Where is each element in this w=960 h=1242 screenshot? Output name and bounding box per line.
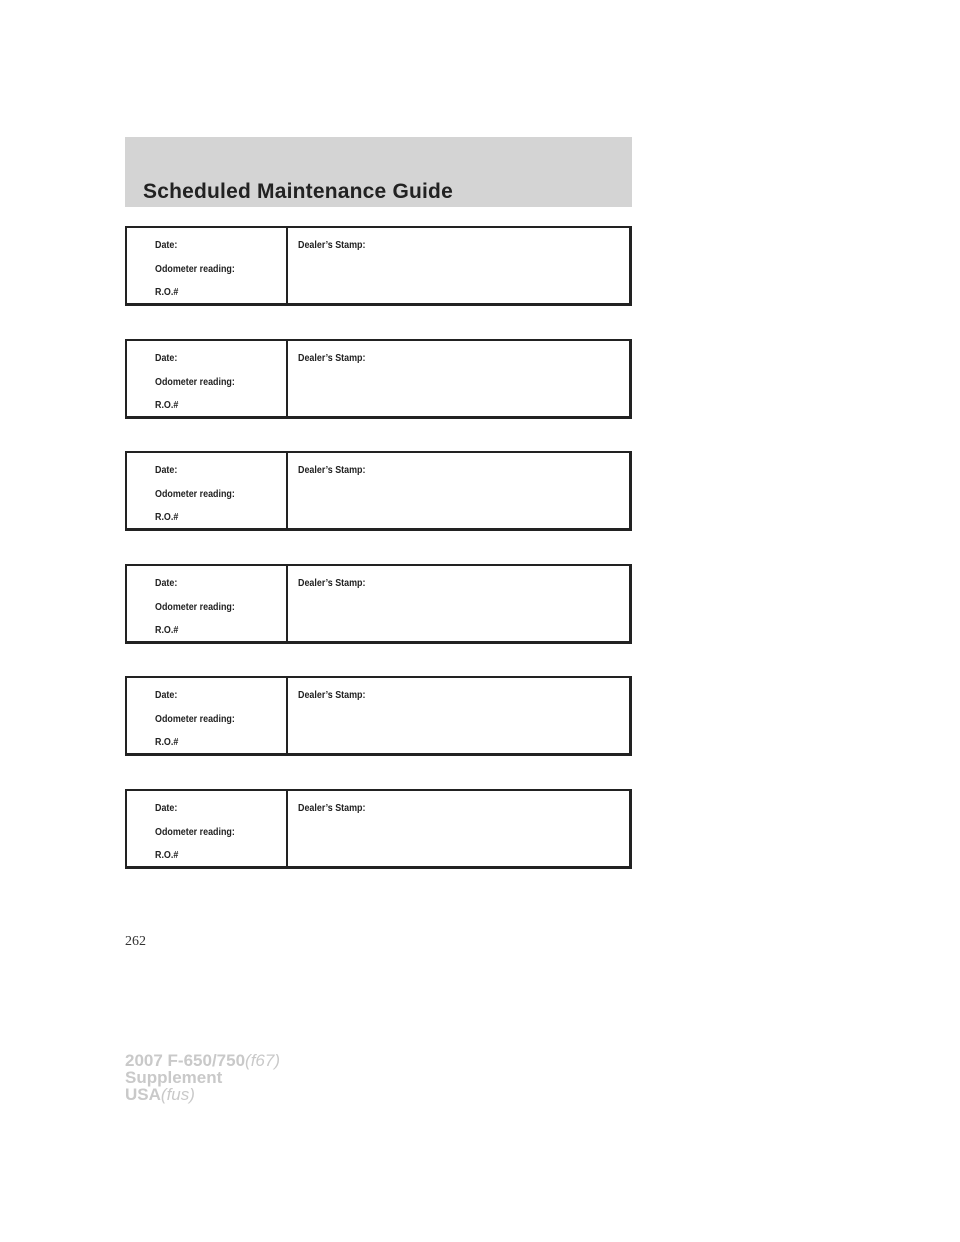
ro-label: R.O.# [155, 849, 179, 861]
footer-model: 2007 F-650/750 [125, 1051, 246, 1070]
record-divider [286, 453, 288, 528]
date-label: Date: [155, 352, 178, 364]
footer-model-code: (f67) [245, 1051, 281, 1070]
section-title: Scheduled Maintenance Guide [143, 180, 453, 203]
maintenance-record [125, 451, 632, 531]
ro-label: R.O.# [155, 399, 179, 411]
record-divider [286, 566, 288, 641]
maintenance-record [125, 339, 632, 419]
date-label: Date: [155, 577, 178, 589]
maintenance-record [125, 789, 632, 869]
footer-market-code: (fus) [160, 1085, 195, 1104]
odometer-label: Odometer reading: [155, 713, 235, 725]
odometer-label: Odometer reading: [155, 376, 235, 388]
date-label: Date: [155, 464, 178, 476]
dealer-stamp-label: Dealer’s Stamp: [298, 352, 366, 364]
ro-label: R.O.# [155, 286, 179, 298]
record-divider [286, 228, 288, 303]
footer-line-market [125, 1086, 280, 1103]
record-divider [286, 678, 288, 753]
maintenance-record [125, 564, 632, 644]
date-label: Date: [155, 802, 178, 814]
ro-label: R.O.# [155, 511, 179, 523]
dealer-stamp-label: Dealer’s Stamp: [298, 802, 366, 814]
record-divider [286, 791, 288, 866]
odometer-label: Odometer reading: [155, 263, 235, 275]
dealer-stamp-label: Dealer’s Stamp: [298, 239, 366, 251]
footer-line-supplement: Supplement [125, 1068, 223, 1087]
ro-label: R.O.# [155, 736, 179, 748]
ro-label: R.O.# [155, 624, 179, 636]
dealer-stamp-label: Dealer’s Stamp: [298, 689, 366, 701]
footer-market: USA [125, 1085, 161, 1104]
odometer-label: Odometer reading: [155, 826, 235, 838]
dealer-stamp-label: Dealer’s Stamp: [298, 464, 366, 476]
document-footer [125, 1052, 280, 1103]
page-number: 262 [125, 934, 146, 949]
maintenance-record [125, 676, 632, 756]
odometer-label: Odometer reading: [155, 601, 235, 613]
dealer-stamp-label: Dealer’s Stamp: [298, 577, 366, 589]
date-label: Date: [155, 239, 178, 251]
date-label: Date: [155, 689, 178, 701]
record-divider [286, 341, 288, 416]
maintenance-record [125, 226, 632, 306]
odometer-label: Odometer reading: [155, 488, 235, 500]
footer-line-model [125, 1052, 280, 1069]
